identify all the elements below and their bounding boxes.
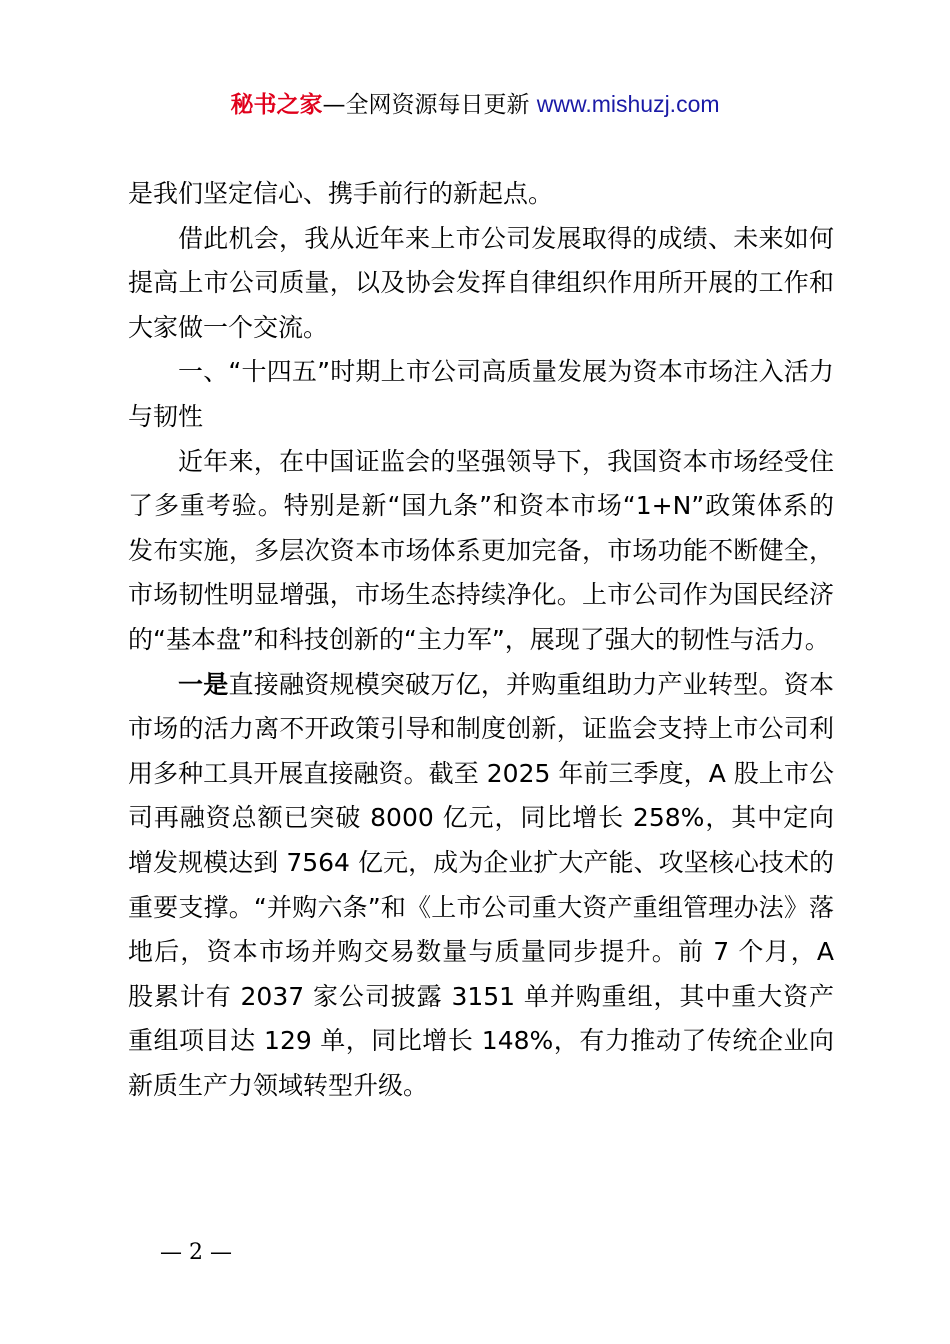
paragraph-point-one — [128, 663, 834, 1109]
paragraph-intro: 借此机会，我从近年来上市公司发展取得的成绩、未来如何提高上市公司质量，以及协会发挥自律组织作用所开展的工作和大家做一个交流。 — [128, 223, 834, 342]
paragraph-continuation: 是我们坚定信心、携手前行的新起点。 — [128, 179, 554, 208]
page-number: — 2 — — [160, 1240, 232, 1265]
point-lead: 一是 — [178, 669, 229, 699]
site-url[interactable]: www.mishuzj.com — [536, 91, 720, 117]
site-brand: 秘书之家 — [230, 92, 323, 118]
point-text: 直接融资规模突破万亿，并购重组助力产业转型。资本市场的活力离不开政策引导和制度创新，证监会支持上市公司利用多种工具开展直接融资。截至 2025 年前三季度，A 股上市公司再融资总额已突破 8000 亿元，同比增长 258%，其中定向增发规模达到 7564 亿元，成为企业扩大产能、攻坚核心技术的重要支撑。“并购六条”和《上市公司重大资产重组管理办法》落地后，资本市场并购交易数量与质量同步提升。前 7 个月，A 股累计有 2037 家公司披露 3151 单并购重组，其中重大资产重组项目达 129 单，同比增长 148%，有力推动了传统企业向新质生产力领域转型升级。 — [128, 669, 834, 1100]
paragraph-overview: 近年来，在中国证监会的坚强领导下，我国资本市场经受住了多重考验。特别是新“国九条”和资本市场“1+N”政策体系的发布实施，多层次资本市场体系更加完备，市场功能不断健全，市场韧性明显增强，市场生态持续净化。上市公司作为国民经济的“基本盘”和科技创新的“主力军”，展现了强大的韧性与活力。 — [128, 446, 834, 654]
document-body — [128, 172, 834, 1108]
site-banner — [0, 88, 950, 121]
section-heading: 一、“十四五”时期上市公司高质量发展为资本市场注入活力与韧性 — [128, 357, 834, 431]
site-tagline: —全网资源每日更新 — [322, 92, 537, 118]
